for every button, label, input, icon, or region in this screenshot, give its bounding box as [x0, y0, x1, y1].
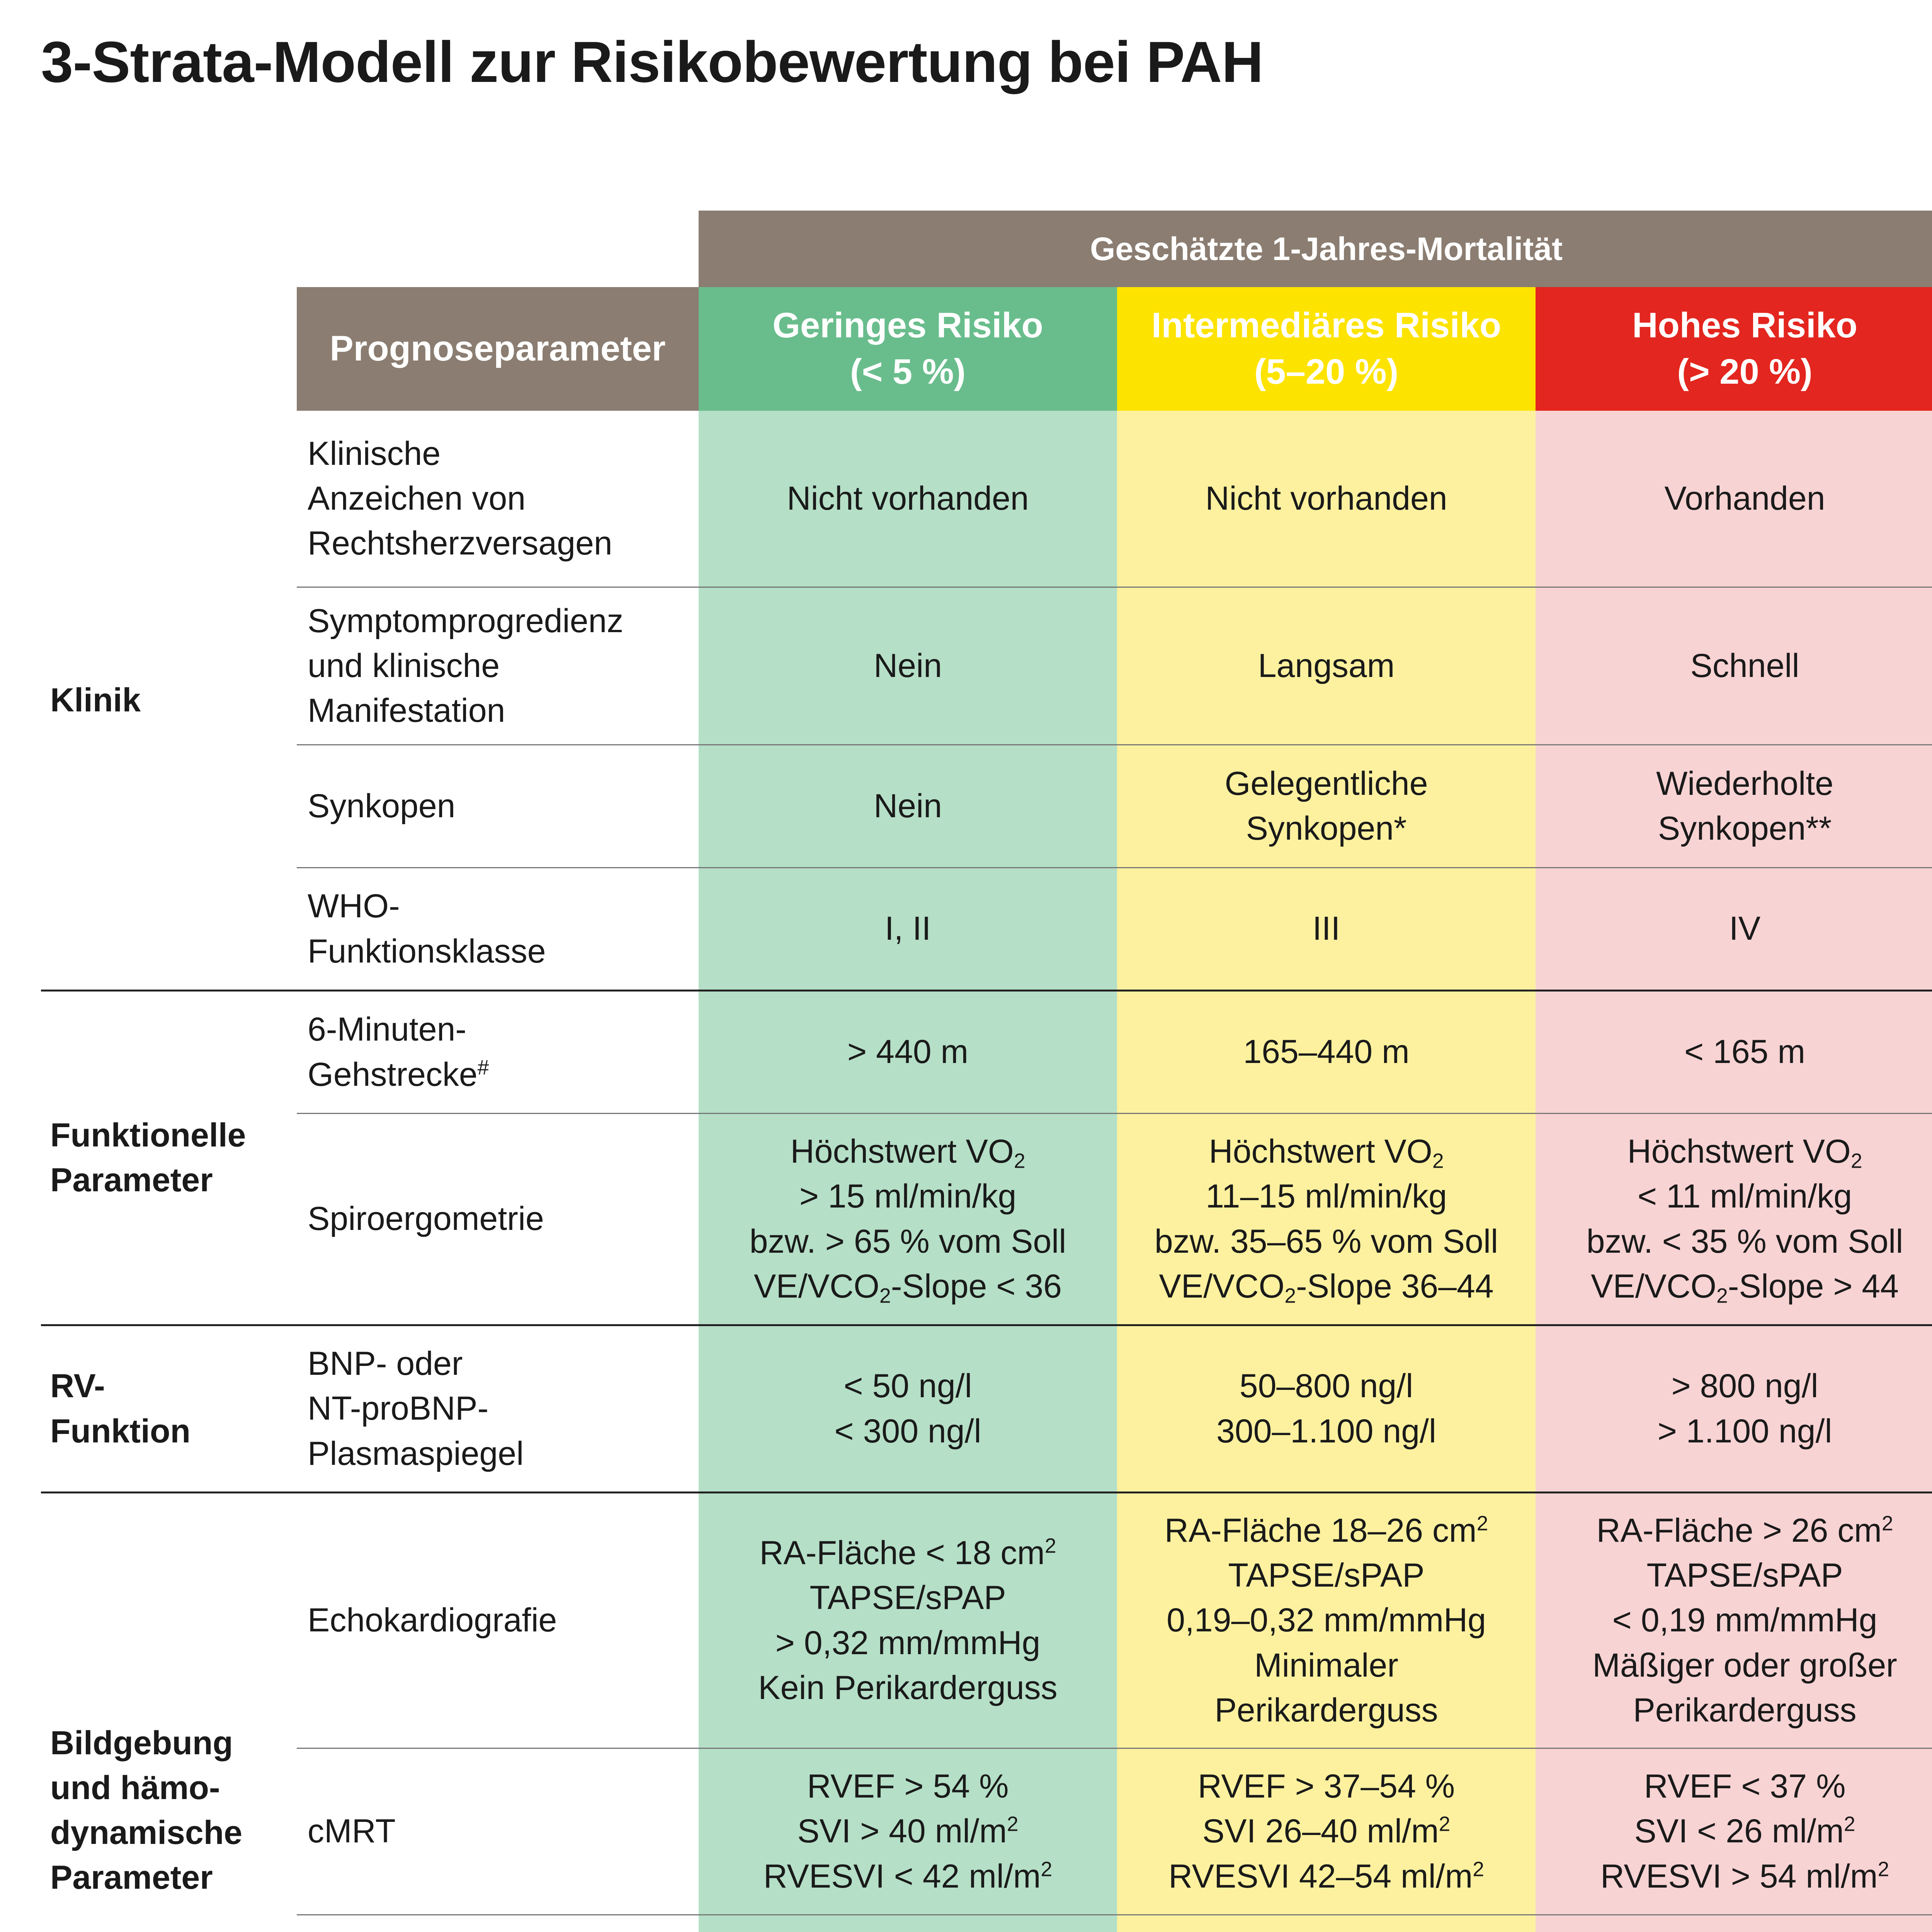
mid-risk-header: [1117, 287, 1536, 411]
cell-high: Schnell: [1536, 587, 1932, 745]
cell-mid: III: [1117, 867, 1536, 990]
cell-high: Vorhanden: [1536, 411, 1932, 587]
risk-stratification-table: [41, 211, 1932, 1932]
param-cmrt: cMRT: [297, 1748, 699, 1915]
cell-low: Nein: [699, 745, 1117, 867]
table-row-gehstrecke: [41, 990, 1932, 1113]
table-row-haemo: [41, 1915, 1932, 1932]
group-bildgebung: Bildgebung und hämo- dynamische Parameter: [50, 1724, 243, 1896]
cell-mid: RVEF > 37–54 % SVI 26–40 $ml/m^2$ RVESVI 42–54 $ml/m^2$: [1117, 1748, 1536, 1915]
table-row-cmrt: [41, 1748, 1932, 1915]
param-haemo: [297, 1915, 699, 1932]
cell-low: > 440 m: [699, 990, 1117, 1113]
high-risk-range: (> 20 %): [1677, 352, 1813, 391]
cell-mid: 165–440 m: [1117, 990, 1536, 1113]
cell-mid: Höchstwert $VO_2$ 11–15 ml/min/kg bzw. 35–65 % vom Soll $VE/VCO_2$-Slope 36–44: [1117, 1113, 1536, 1325]
high-risk-name: Hohes Risiko: [1632, 306, 1857, 345]
table-row-spiro: [41, 1113, 1932, 1325]
param-who: WHO- Funktionsklasse: [297, 867, 699, 990]
group-rv: RV- Funktion: [41, 1325, 297, 1492]
cell-high: IV: [1536, 867, 1932, 990]
cell-low: < 50 ng/l < 300 ng/l: [699, 1325, 1117, 1492]
cell-mid: [1117, 1915, 1536, 1932]
table-row-echo: [41, 1492, 1932, 1748]
low-risk-name: Geringes Risiko: [772, 306, 1043, 345]
cell-high: > 800 ng/l > 1.100 ng/l: [1536, 1325, 1932, 1492]
mid-risk-name: Intermediäres Risiko: [1151, 306, 1502, 345]
low-risk-range: (< 5 %): [850, 352, 966, 391]
table-row-rechtsherz: [41, 411, 1932, 587]
high-risk-header: [1536, 287, 1932, 411]
cell-high: RA-Fläche > 26 $cm^2$ TAPSE/sPAP < 0,19 mm/mmHg Mäßiger oder großer Perikarderguss: [1536, 1492, 1932, 1748]
cell-low: I, II: [699, 867, 1117, 990]
table-row-symptom: [41, 587, 1932, 745]
cell-low: Nein: [699, 587, 1117, 745]
table-row-bnp: [41, 1325, 1932, 1492]
cell-mid: Gelegentliche Synkopen*: [1117, 745, 1536, 867]
cell-mid: Langsam: [1117, 587, 1536, 745]
param-gehstrecke: 6-Minuten- Gehstrecke#: [297, 990, 699, 1113]
cell-mid: Nicht vorhanden: [1117, 411, 1536, 587]
risk-header-row: [41, 287, 1932, 411]
param-echo: Echokardiografie: [297, 1492, 699, 1748]
table-row-who: [41, 867, 1932, 990]
cell-low: [699, 1915, 1117, 1932]
cell-high: < 165 m: [1536, 990, 1932, 1113]
mortality-header: Geschätzte 1-Jahres-Mortalität: [699, 211, 1932, 287]
page-title: 3-Strata-Modell zur Risikobewertung bei PAH: [41, 29, 1263, 94]
group-klinik: Klinik: [41, 411, 297, 990]
cell-high: Höchstwert $VO_2$ < 11 ml/min/kg bzw. < 35 % vom Soll $VE/VCO_2$-Slope > 44: [1536, 1113, 1932, 1325]
table-row-synkopen: [41, 745, 1932, 867]
group-funktionell: Funktionelle Parameter: [41, 990, 297, 1325]
param-synkopen: Synkopen: [297, 745, 699, 867]
cell-mid: RA-Fläche 18–26 $cm^2$ TAPSE/sPAP 0,19–0,32 mm/mmHg Minimaler Perikarderguss: [1117, 1492, 1536, 1748]
mortality-header-row: [41, 211, 1932, 287]
param-rechtsherz: Klinische Anzeichen von Rechtsherzversagen: [297, 411, 699, 587]
cell-high: Wiederholte Synkopen**: [1536, 745, 1932, 867]
cell-high: RVEF < 37 % SVI < 26 $ml/m^2$ RVESVI > 54 $ml/m^2$: [1536, 1748, 1932, 1915]
cell-low: RA-Fläche < 18 $cm^2$ TAPSE/sPAP > 0,32 mm/mmHg Kein Perikarderguss: [699, 1492, 1117, 1748]
cell-high: [1536, 1915, 1932, 1932]
cell-low: RVEF > 54 % SVI > 40 $ml/m^2$ RVESVI < 42 $ml/m^2$: [699, 1748, 1117, 1915]
cell-mid: 50–800 ng/l 300–1.100 ng/l: [1117, 1325, 1536, 1492]
param-symptom: Symptomprogredienz und klinische Manifestation: [297, 587, 699, 745]
cell-low: Nicht vorhanden: [699, 411, 1117, 587]
param-bnp: BNP- oder NT-proBNP- Plasmaspiegel: [297, 1325, 699, 1492]
cell-low: Höchstwert $VO_2$ > 15 ml/min/kg bzw. > 65 % vom Soll $VE/VCO_2$-Slope < 36: [699, 1113, 1117, 1325]
low-risk-header: [699, 287, 1117, 411]
param-spiro: Spiroergometrie: [297, 1113, 699, 1325]
mid-risk-range: (5–20 %): [1254, 352, 1399, 391]
param-header: Prognoseparameter: [297, 287, 699, 411]
